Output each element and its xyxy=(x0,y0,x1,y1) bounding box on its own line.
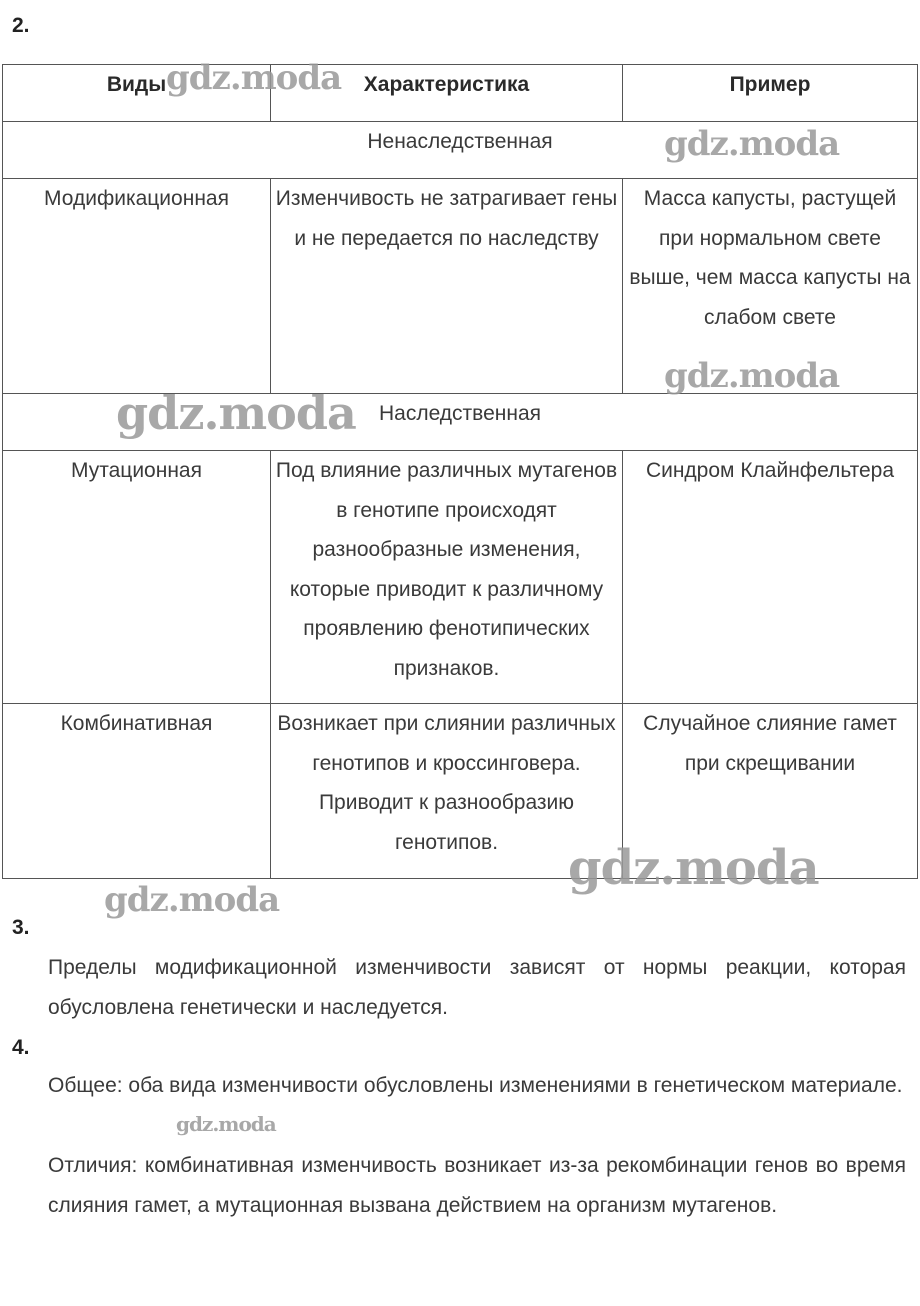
watermark-logo: gdz.moda xyxy=(166,58,342,98)
table-row xyxy=(3,179,918,394)
task-2-number: 2. xyxy=(12,14,30,37)
table-row xyxy=(3,704,918,879)
section-row-hereditary xyxy=(3,394,918,451)
example-modification: Масса капусты, растущей при нормальном свете выше, чем масса капусты на слабом свете xyxy=(623,179,918,394)
task-3-number: 3. xyxy=(12,916,30,939)
header-example: Пример xyxy=(623,65,918,122)
header-characteristic: Характеристика xyxy=(271,65,623,122)
watermark-logo: gdz.moda xyxy=(664,124,840,164)
watermark-logo: gdz.moda xyxy=(104,880,280,920)
task-4-differences: Отличия: комбинативная изменчивость возникает из-за рекомбинации генов во время слияния гамет, а мутационная вызвана действием на организм мутагенов. xyxy=(48,1154,906,1217)
task-4-number: 4. xyxy=(12,1036,30,1059)
section-nonhereditary: Ненаследственная xyxy=(3,122,918,179)
task-4-common: Общее: оба вида изменчивости обусловлены изменениями в генетическом материале. xyxy=(48,1074,903,1097)
example-mutation: Синдром Клайнфельтера xyxy=(623,451,918,704)
type-modification: Модификационная xyxy=(3,179,271,394)
example-combination: Случайное слияние гамет при скрещивании xyxy=(623,704,918,879)
section-row-nonhereditary xyxy=(3,122,918,179)
watermark-logo: gdz.moda xyxy=(568,840,819,896)
characteristic-modification: Изменчивость не затрагивает гены и не передается по наследству xyxy=(271,179,623,394)
variability-table xyxy=(2,64,918,879)
type-mutation: Мутационная xyxy=(3,451,271,704)
task-3-answer: Пределы модификационной изменчивости зависят от нормы реакции, которая обусловлена генетически и наследуется. xyxy=(48,956,906,1019)
section-hereditary: Наследственная xyxy=(3,394,918,451)
watermark-logo: gdz.moda xyxy=(116,386,356,440)
header-types: Виды xyxy=(3,65,271,122)
type-combination: Комбинативная xyxy=(3,704,271,879)
characteristic-mutation: Под влияние различных мутагенов в генотипе происходят разнообразные изменения, которые приводит к различному проявлению фенотипических признаков. xyxy=(271,451,623,704)
watermark-logo: gdz.moda xyxy=(664,356,840,396)
watermark-logo: gdz.moda xyxy=(176,1112,276,1136)
table-row xyxy=(3,451,918,704)
characteristic-combination: Возникает при слиянии различных генотипов и кроссинговера. Приводит к разнообразию генотипов. xyxy=(271,704,623,879)
table-header-row xyxy=(3,65,918,122)
